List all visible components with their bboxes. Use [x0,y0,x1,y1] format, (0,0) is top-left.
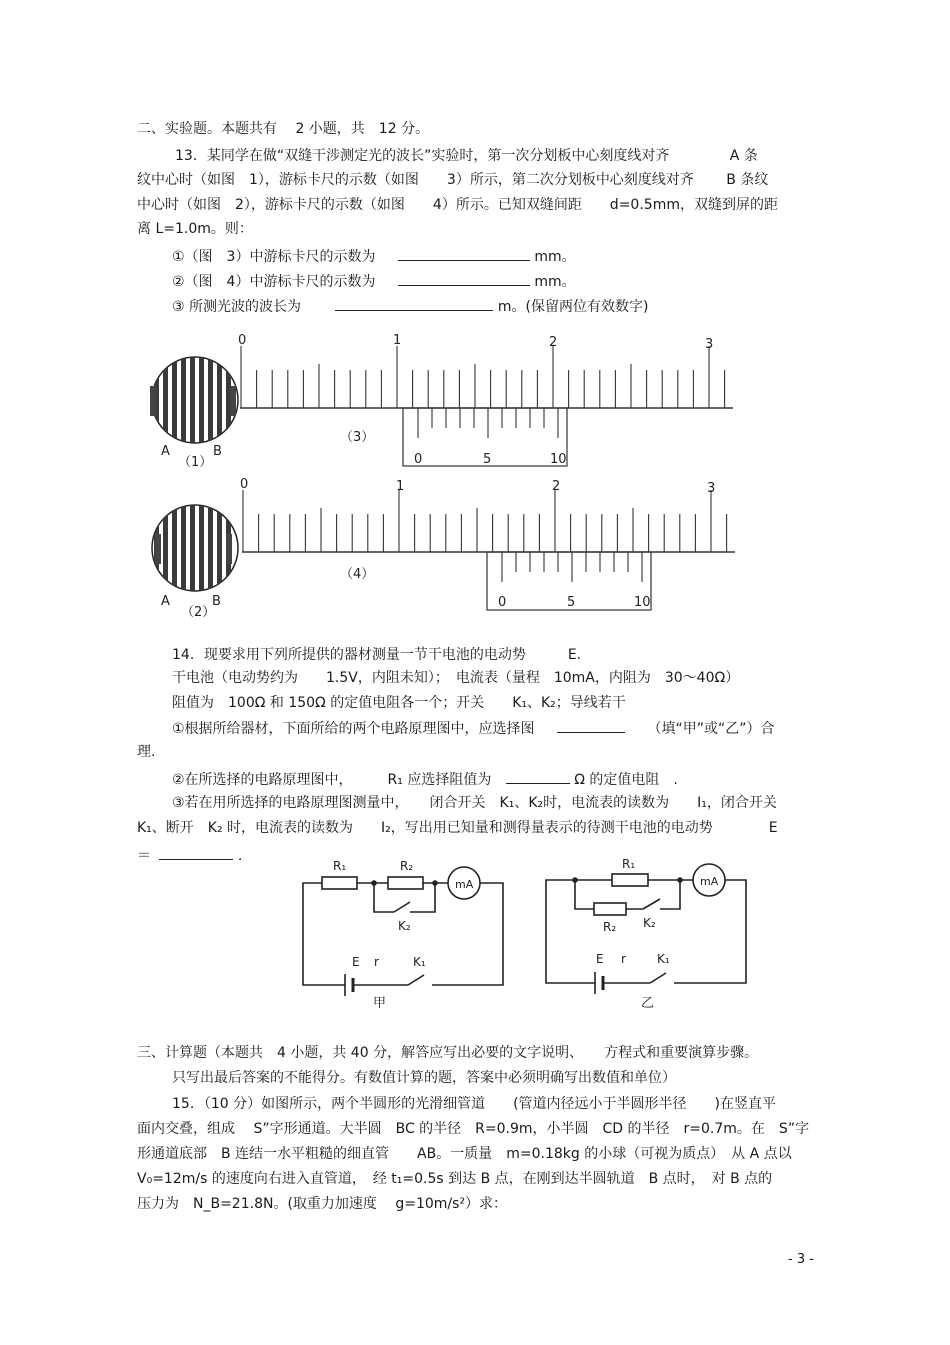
k1-label: K₁ [413,955,426,969]
fringe-band [190,355,195,445]
resistor-r2 [594,903,626,915]
k1-label: K₁ [657,952,670,966]
q13-line-3: 中心时（如图 2），游标卡尺的示数（如图 4）所示。已知双缝间距 d=0.5mm，双缝到屏的距 [137,197,778,213]
main-label-0: 0 [240,477,249,492]
main-scale-ticks [241,346,725,408]
section-2-heading: 二、实验题。本题共有 2 小题，共 12 分。 [137,121,430,137]
q14-sub2-suffix: Ω 的定值电阻 . [574,772,678,788]
vernier-scale-ticks [502,552,642,582]
q13-line-2: 纹中心时（如图 1），游标卡尺的示数（如图 3）所示，第二次分划板中心刻度线对齐 B 条纹 [137,172,769,188]
q13-line-4: 离 L=1.0m。则： [137,221,253,237]
q13-sub1-prefix: ①（图 3）中游标卡尺的示数为 [172,249,376,265]
e-label: E [596,952,604,966]
main-scale-ticks [243,490,727,552]
q14-sub1-prefix: ①根据所给器材，下面所给的两个电路原理图中，应选择图 [172,721,535,737]
r1-label: R₁ [622,857,636,871]
meter-label: mA [700,875,719,888]
r-label: r [374,955,379,969]
fringe-band [181,355,186,445]
main-label-1: 1 [393,333,402,348]
main-label-2: 2 [549,335,558,350]
section-3-heading: 三、计算题（本题共 4 小题，共 40 分，解答应写出必要的文字说明、 方程式和重要演算步骤。 [137,1045,759,1061]
q14-sub3-line-1: ③若在用所选择的电路原理图测量中， 闭合开关 K₁、K₂时，电流表的读数为 I₁，闭合开关 [172,795,777,811]
circuit-jia-caption: 甲 [373,996,387,1011]
q13-sub3-unit: m。(保留两位有效数字) [497,299,649,315]
k2-label: K₂ [398,919,411,933]
switch-k2 [394,902,410,912]
fringe-band [190,503,195,593]
q14-sub1-line-2: 理. [137,744,156,760]
q14-sub3-answer-blank[interactable] [159,845,233,860]
section-3-line-2: 只写出最后答案的不能得分。有数值计算的题，答案中必须明确写出数值和单位） [172,1070,676,1086]
fringe-band [181,503,186,593]
q14-sub3-line-3 [137,845,242,865]
r2-label: R₂ [603,920,617,934]
vernier-label-5: 5 [483,452,492,467]
main-label-3: 3 [707,481,716,496]
vernier-label-5: 5 [567,595,576,610]
fringe-circle-2 [152,503,238,593]
q15-line-1: 15．（10 分）如图所示，两个半圆形的光滑细管道 (管道内径远小于半圆形半径 )在竖直平 [172,1096,777,1112]
fringe-band [217,503,222,593]
period: . [237,848,243,864]
q14-line-3: 阻值为 100Ω 和 150Ω 的定值电阻各一个；开关 K₁、K₂；导线若干 [172,695,626,711]
q13-line-1: 13．某同学在做“双缝干涉测定光的波长”实验时，第一次分划板中心刻度线对齐 A 条 [175,148,758,164]
label-a: A [161,444,170,459]
q15-line-4: V₀=12m/s 的速度向右进入直管道， 经 t₁=0.5s 到达 B 点，在刚到达半圆轨道 B 点时， 对 B 点的 [137,1171,773,1187]
q13-sub2-prefix: ②（图 4）中游标卡尺的示数为 [172,274,376,290]
switch-k1 [650,973,666,983]
vernier-scale-ticks [418,408,558,438]
main-label-0: 0 [238,333,247,348]
q14-sub2-answer-blank[interactable] [506,769,570,784]
main-label-1: 1 [396,479,405,494]
q14-sub2-prefix: ②在所选择的电路原理图中， R₁ 应选择阻值为 [172,772,492,788]
resistor-r1 [322,877,357,889]
q14-line-2: 干电池（电动势约为 1.5V，内阻未知）； 电流表（量程 10mA，内阻为 30～40Ω） [172,670,740,686]
q13-sub2-unit: mm。 [534,274,576,290]
fringe-band [199,355,204,445]
q14-sub1 [172,718,774,738]
resistor-r1 [612,874,648,886]
equals-sign: ＝ [137,848,151,864]
fringe-band [172,355,177,445]
circuit-yi-caption: 乙 [641,996,655,1011]
vernier-label-10: 10 [550,452,567,467]
label-b: B [213,444,222,459]
q15-line-2: 面内交叠，组成 S”字形通道。大半圆 BC 的半径 R=0.9m，小半圆 CD 的半径 r=0.7m。在 S”字 [137,1121,810,1137]
fringe-band [208,503,213,593]
q14-sub1-suffix: （填“甲”或“乙”）合 [647,721,775,737]
figure-3-caption: （3） [340,430,375,445]
main-label-2: 2 [552,479,561,494]
figure-4-caption: （4） [340,567,375,582]
q13-sub3-prefix: ③ 所测光波的波长为 [172,299,302,315]
r2-label: R₂ [400,859,414,873]
fringe-band [172,503,177,593]
q15-line-3: 形通道底部 B 连结一水平粗糙的细直管 AB。一质量 m=0.18kg 的小球（可视为质点） 从 A 点以 [137,1146,792,1162]
switch-k2 [643,899,660,909]
q14-line-1: 14．现要求用下列所提供的器材测量一节干电池的电动势 E. [172,647,582,663]
q14-sub3-line-2: K₁、断开 K₂ 时，电流表的读数为 I₂，写出用已知量和测得量表示的待测干电池的电动势 E [137,820,778,836]
label-a: A [161,594,170,609]
switch-k1 [408,975,424,985]
e-label: E [352,955,360,969]
vernier-figure-4 [152,477,735,620]
figure-1-caption: （1） [178,455,213,470]
vernier-figure-3 [150,333,733,470]
k2-label: K₂ [643,916,656,930]
figure-2-caption: （2） [181,605,216,620]
q14-sub2 [172,769,678,789]
label-b: B [212,594,221,609]
fringe-band [199,503,204,593]
page-number: - 3 - [788,1252,814,1267]
vernier-label-10: 10 [634,595,651,610]
r1-label: R₁ [333,859,347,873]
fringe-band [217,355,222,445]
vernier-label-0: 0 [498,595,507,610]
fringe-band [208,355,213,445]
q15-line-5: 压力为 N_B=21.8N。(取重力加速度 g=10m/s²）求： [137,1196,508,1212]
fringe-circle-1 [150,355,238,445]
resistor-r2 [388,877,423,889]
q14-sub1-answer-blank[interactable] [557,718,625,733]
main-label-3: 3 [705,337,714,352]
meter-label: mA [455,878,474,891]
vernier-label-0: 0 [414,452,423,467]
q13-sub1-unit: mm。 [534,249,576,265]
r-label: r [621,952,626,966]
